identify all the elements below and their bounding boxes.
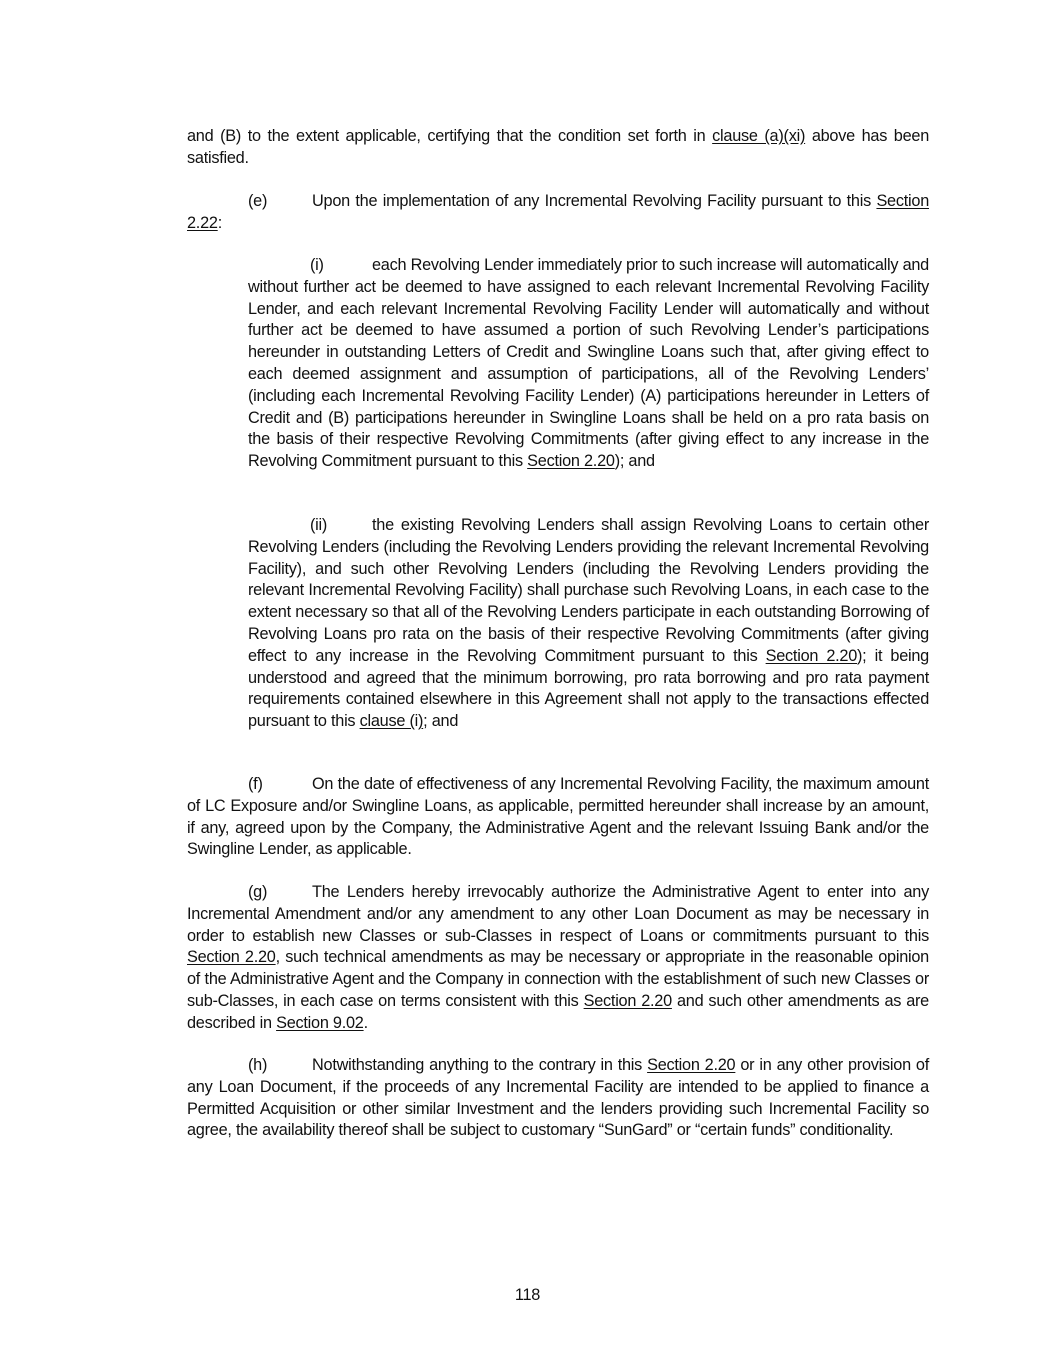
paragraph-text: The Lenders hereby irrevocably authorize the Administrative Agent to enter into any Incremental Amendment and/or any amendment to any other Loan Document as may be necessary in order to establish new Classes or sub-Classes in respect of Loans or commitments pursuant to this <box>187 883 929 945</box>
paragraph-text: the existing Revolving Lenders shall assign Revolving Loans to certain other Revolving Lenders (including the Revolving Lenders providing the relevant Incremental Revolving Facility), and such other Revolving Lenders (including the Revolving Lenders providing the relevant Incremental Revolving Facility) shall purchase such Revolving Loans, in each case to the extent necessary so that all of the Revolving Lenders participate in each outstanding Borrowing of Revolving Loans pro rata on the basis of their respective Revolving Commitments (after giving effect to any increase in the Revolving Commitment pursuant to this <box>248 516 929 665</box>
cross-reference: Section 2.20 <box>647 1056 736 1074</box>
paragraph-text: above has been satisfied. <box>187 127 929 167</box>
page-number: 118 <box>514 1286 541 1304</box>
paragraph-text: Upon the implementation of any Incremental Revolving Facility pursuant to this <box>312 192 877 210</box>
cross-reference: Section 2.20 <box>527 452 615 471</box>
paragraph-text: . <box>363 1013 368 1032</box>
paragraph-text: ); it being understood and agreed that the minimum borrowing, pro rata borrowing and pro rata payment requirements contained elsewhere in this Agreement shall not apply to the transactions effected pursuant to this <box>248 646 929 731</box>
paragraph-e-i <box>248 255 929 473</box>
paragraph-label: (e) <box>248 192 268 210</box>
cross-reference: clause (i) <box>359 712 424 731</box>
paragraph-label: (i) <box>310 256 324 274</box>
paragraph-text: On the date of effectiveness of any Incremental Revolving Facility, the maximum amount of LC Exposure and/or Swingline Loans, as applicable, permitted hereunder shall increase by an amount, if any, agreed upon by the Company, the Administrative Agent and the relevant Issuing Bank and/or the Swingline Lender, as applicable. <box>187 775 929 859</box>
paragraph-text: and (B) to the extent applicable, certifying that the condition set forth in <box>187 127 713 145</box>
paragraph-f <box>187 774 929 861</box>
paragraph-g <box>187 882 929 1035</box>
paragraph-text: ; and <box>423 712 459 731</box>
paragraph-e-ii <box>248 515 929 733</box>
cross-reference: Section 2.22 <box>187 192 929 232</box>
cross-reference: Section 2.20 <box>583 991 672 1010</box>
paragraph-text: or in any other provision of any Loan Document, if the proceeds of any Incremental Facility are intended to be applied to finance a Permitted Acquisition or other similar Investment and the lenders providing such Incremental Facility so agree, the availability thereof shall be subject to customary “SunGard” or “certain funds” conditionality. <box>187 1056 929 1140</box>
paragraph-text: Notwithstanding anything to the contrary in this <box>312 1056 648 1074</box>
paragraph-label: (f) <box>248 775 263 793</box>
paragraph-h <box>187 1055 929 1142</box>
paragraph-label: (ii) <box>310 516 328 534</box>
paragraph-continuation <box>187 126 929 170</box>
paragraph-text: , such technical amendments as may be necessary or appropriate in the reasonable opinion of the Administrative Agent and the Company in connection with the establishment of such new Classes or sub-Classes, in each case on terms consistent with this <box>187 948 929 1010</box>
paragraph-e <box>187 191 929 235</box>
paragraph-text: : <box>217 213 222 232</box>
paragraph-text: each Revolving Lender immediately prior to such increase will automatically and without further act be deemed to have assigned to each relevant Incremental Revolving Facility Lender, and each relevant Incremental Revolving Facility Lender will automatically and without further act be deemed to have assumed a portion of such Revolving Lender’s participations hereunder in outstanding Letters of Credit and Swingline Loans such that, after giving effect to each deemed assignment and assumption of participations, all of the Revolving Lenders’ (including each Incremental Revolving Facility Lender) (A) participations hereunder in Letters of Credit and (B) participations hereunder in Swingline Loans shall be held on a pro rata basis on the basis of their respective Revolving Commitments (after giving effect to any increase in the Revolving Commitment pursuant to this <box>248 256 929 471</box>
cross-reference: Section 2.20 <box>187 948 276 967</box>
paragraph-text: ); and <box>614 452 655 471</box>
paragraph-label: (h) <box>248 1056 268 1074</box>
cross-reference: Section 9.02 <box>276 1013 364 1032</box>
cross-reference: clause (a)(xi) <box>712 127 806 145</box>
cross-reference: Section 2.20 <box>765 646 858 665</box>
paragraph-text: and such other amendments as are described in <box>187 991 929 1032</box>
paragraph-label: (g) <box>248 883 268 901</box>
